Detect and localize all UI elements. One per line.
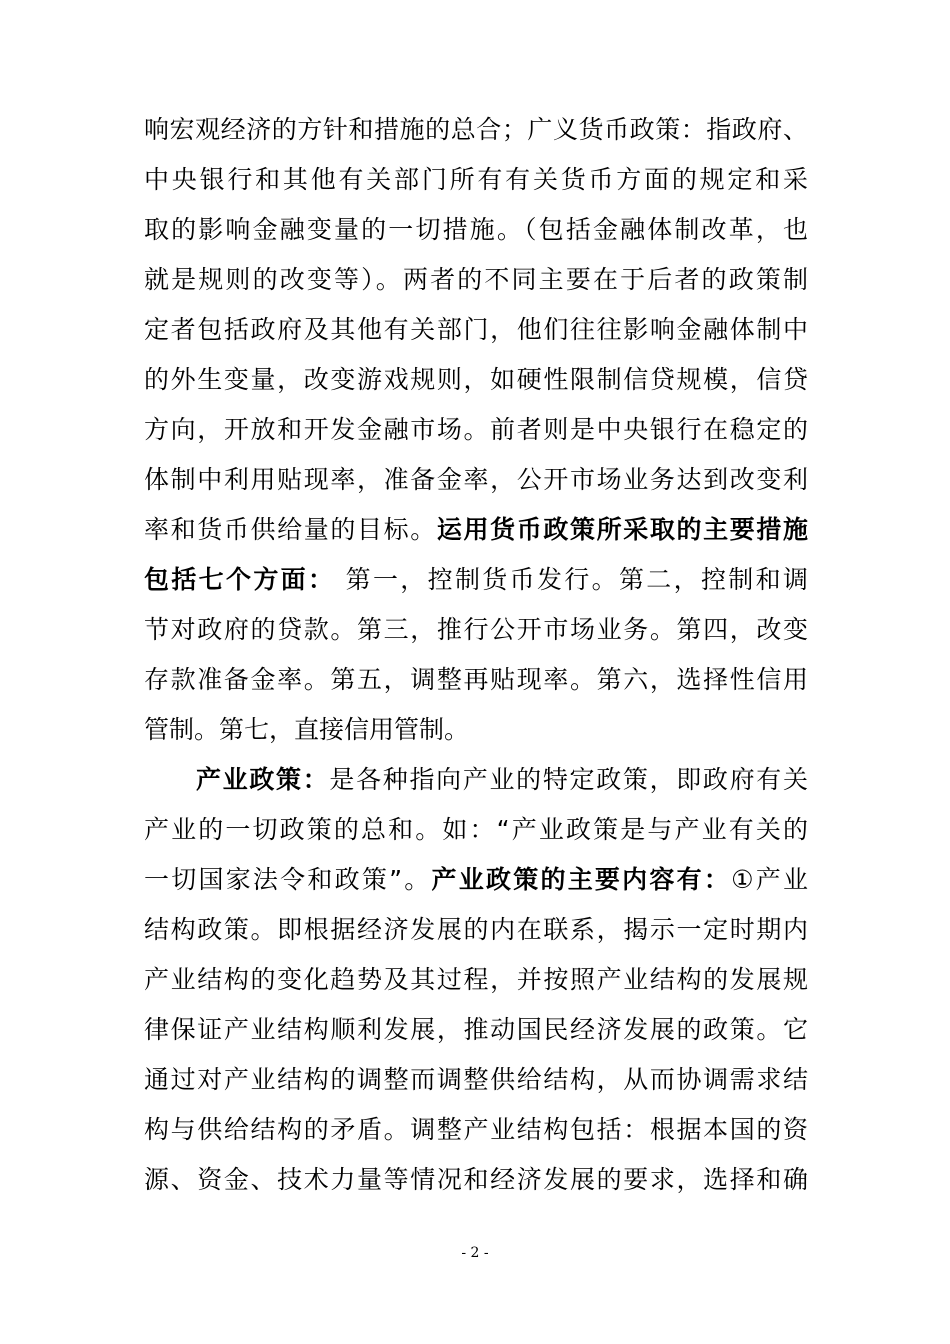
text-line-21 [144, 1105, 808, 1155]
text-run: 是各种指向产业的特定政策，即政府有关 [329, 765, 808, 794]
text-run: 源、资金、技术力量等情况和经济发展的要求，选择和确 [144, 1165, 808, 1194]
text-line-1 [144, 105, 808, 155]
text-run: 第一，控制货币发行。第二，控制和调 [335, 565, 808, 594]
text-line-22 [144, 1155, 808, 1205]
text-line-4 [144, 255, 808, 305]
text-run: 通过对产业结构的调整而调整供给结构，从而协调需求结 [144, 1065, 808, 1094]
text-run: 定者包括政府及其他有关部门，他们往往影响金融体制中 [144, 315, 808, 344]
bold-text-run: 运用货币政策所采取的主要措施 [436, 515, 808, 544]
text-run: 律保证产业结构顺利发展，推动国民经济发展的政策。它 [144, 1015, 808, 1044]
text-line-2 [144, 155, 808, 205]
text-run: 体制中利用贴现率，准备金率，公开市场业务达到改变利 [144, 465, 808, 494]
text-line-11 [144, 605, 808, 655]
text-run: 管制。第七，直接信用管制。 [144, 715, 470, 744]
text-line-16 [144, 855, 808, 905]
text-line-14 [196, 755, 808, 805]
text-line-7 [144, 405, 808, 455]
text-line-3 [144, 205, 808, 255]
text-run: 取的影响金融变量的一切措施。（包括金融体制改革，也 [144, 215, 808, 244]
text-line-13 [144, 705, 808, 755]
text-line-12 [144, 655, 808, 705]
text-line-15 [144, 805, 808, 855]
text-line-20 [144, 1055, 808, 1105]
text-line-9 [144, 505, 808, 555]
text-run: 结构政策。即根据经济发展的内在联系，揭示一定时期内 [144, 915, 808, 944]
text-run: 一切国家法令和政策”。 [144, 865, 432, 894]
text-run: 构与供给结构的矛盾。调整产业结构包括：根据本国的资 [144, 1115, 808, 1144]
text-run: 率和货币供给量的目标。 [144, 515, 437, 544]
text-run: 产业的一切政策的总和。如：“产业政策是与产业有关的 [144, 815, 808, 844]
text-run: 存款准备金率。第五，调整再贴现率。第六，选择性信用 [144, 665, 808, 694]
bold-text-run: 产业政策： [196, 765, 330, 794]
text-line-18 [144, 955, 808, 1005]
text-run: 的外生变量，改变游戏规则，如硬性限制信贷规模，信贷 [144, 365, 808, 394]
text-line-17 [144, 905, 808, 955]
text-line-8 [144, 455, 808, 505]
text-run: 产业结构的变化趋势及其过程，并按照产业结构的发展规 [144, 965, 808, 994]
text-run: 方向，开放和开发金融市场。前者则是中央银行在稳定的 [144, 415, 808, 444]
text-line-19 [144, 1005, 808, 1055]
text-run: 节对政府的贷款。第三，推行公开市场业务。第四，改变 [144, 615, 808, 644]
text-run: ①产业 [731, 865, 808, 894]
text-line-10 [144, 555, 808, 605]
text-run: 中央银行和其他有关部门所有有关货币方面的规定和采 [144, 165, 808, 194]
text-line-5 [144, 305, 808, 355]
bold-text-run: 产业政策的主要内容有： [431, 865, 732, 894]
text-line-6 [144, 355, 808, 405]
page-number: - 2 - [461, 1245, 489, 1261]
text-run: 响宏观经济的方针和措施的总合；广义货币政策：指政府、 [144, 115, 808, 144]
bold-text-run: 包括七个方面： [144, 565, 336, 594]
text-run: 就是规则的改变等）。两者的不同主要在于后者的政策制 [144, 265, 808, 294]
